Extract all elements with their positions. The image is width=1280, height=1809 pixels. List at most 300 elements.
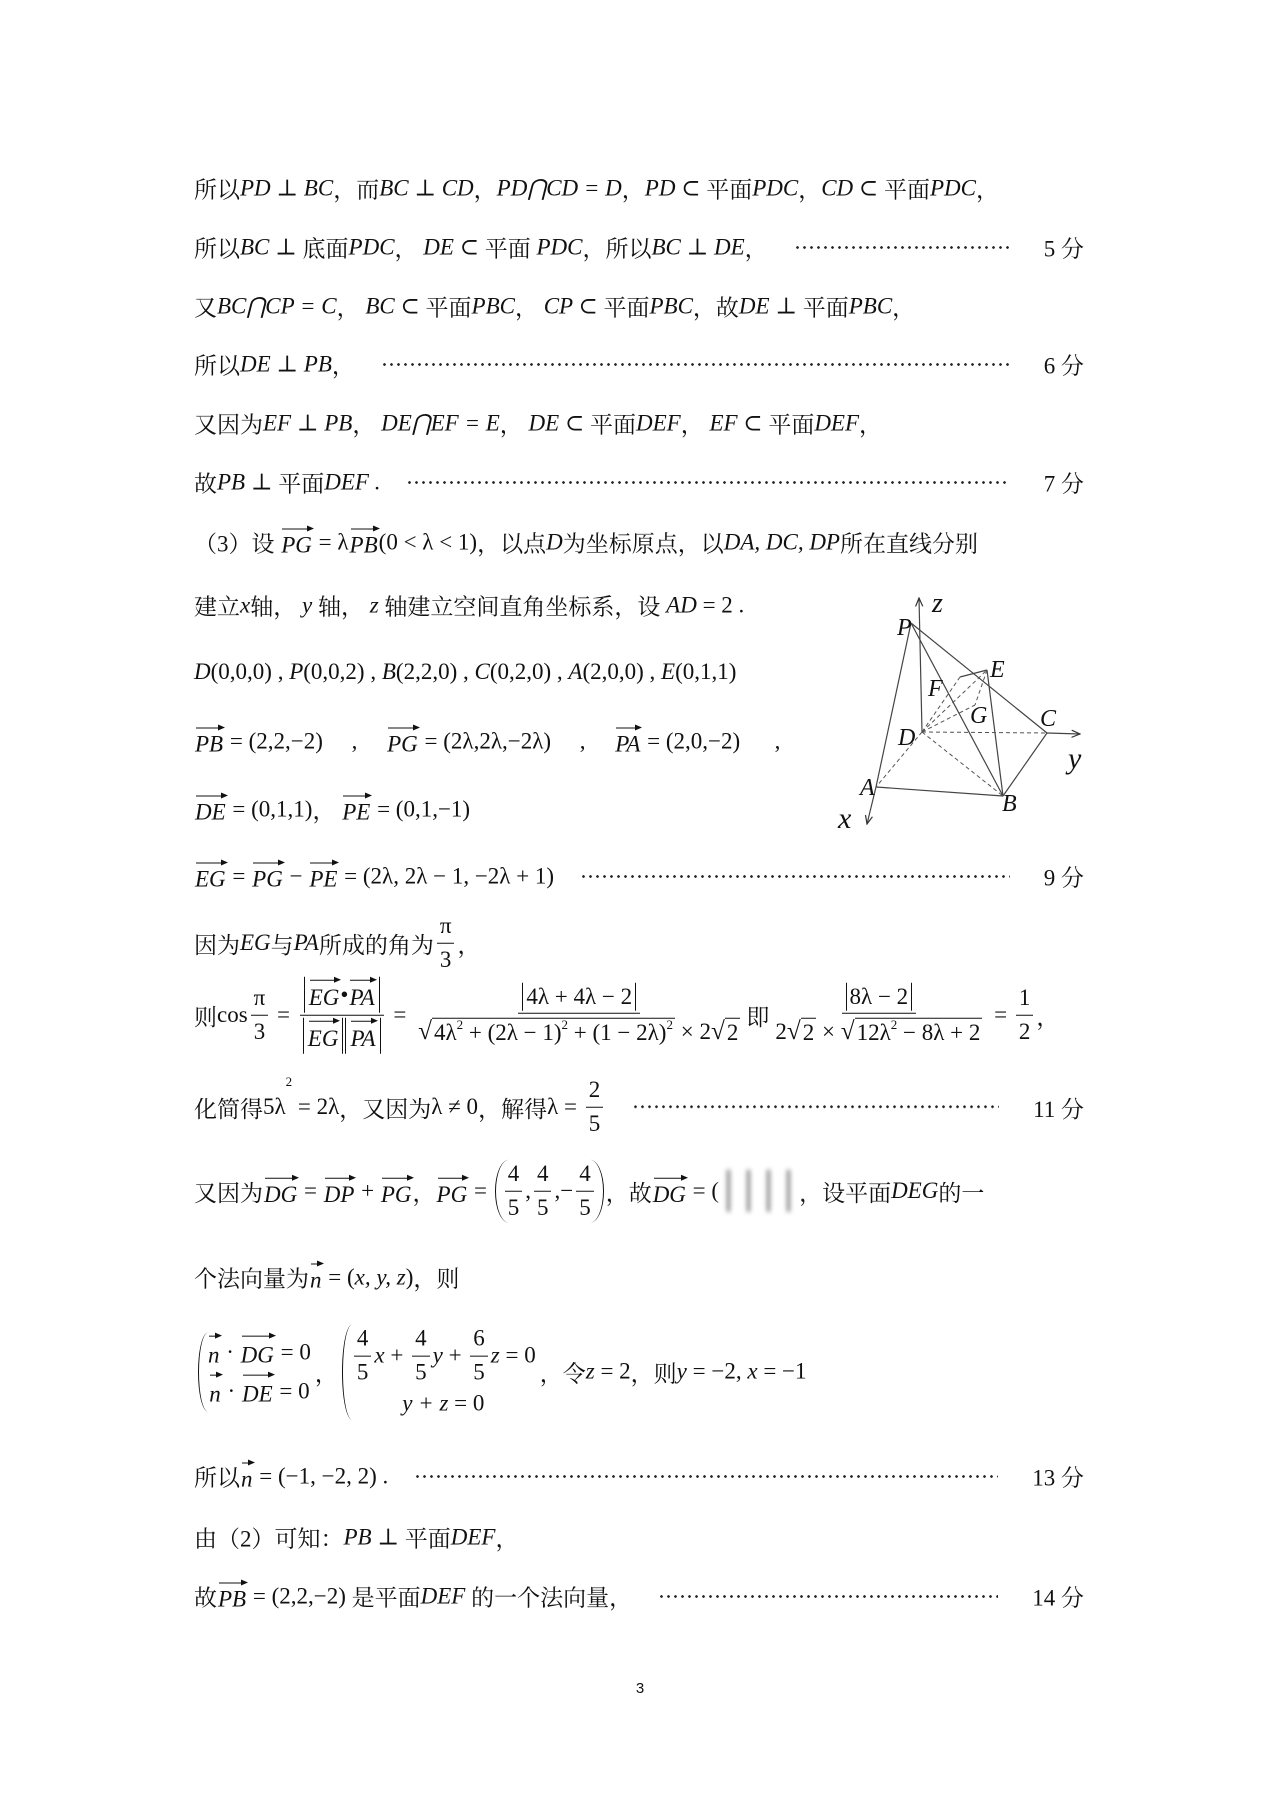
text-run: 平面: [484, 236, 537, 262]
vector-symbol: PG: [381, 1175, 412, 1208]
math-expression: 4: [415, 1325, 427, 1351]
text-run: 故: [194, 1585, 217, 1611]
math-expression: =: [226, 863, 252, 888]
radicand: [432, 1018, 675, 1048]
numerator: [251, 984, 269, 1016]
denominator: [470, 1356, 488, 1387]
math-expression: =: [387, 1002, 413, 1027]
text-line: [194, 526, 978, 559]
square-root: [787, 1016, 816, 1048]
text-run: ，: [975, 177, 999, 203]
equation-row: [351, 1325, 536, 1388]
math-expression: = 2 .: [696, 592, 745, 617]
math-expression: DEG: [891, 1178, 939, 1203]
label-P: P: [897, 615, 912, 641]
math-expression: √ 4λ: [433, 1019, 457, 1045]
numerator: [576, 1160, 594, 1192]
fraction: [470, 1325, 488, 1388]
math-expression: 4: [579, 1160, 591, 1186]
math-expression: = (2,2,−2): [247, 1583, 352, 1608]
math-expression: DE ⊥ PB: [240, 351, 332, 376]
text-run: 所以: [194, 1465, 240, 1491]
fraction: [354, 1325, 372, 1388]
text-line: [194, 1580, 1084, 1613]
text-run: 平面: [589, 412, 636, 438]
vector-symbol: PA: [349, 977, 374, 1013]
label-y: y: [1068, 742, 1082, 775]
text-run: 则: [194, 1004, 217, 1030]
text-run: 即: [746, 1004, 770, 1030]
math-expression: ,: [525, 1178, 531, 1203]
text-run: 平面: [706, 177, 753, 203]
numerator: [534, 1160, 552, 1192]
fraction: [437, 912, 455, 975]
absolute-value: [303, 1018, 344, 1054]
math-expression: ): [405, 1264, 414, 1289]
text-run: ，故: [692, 295, 739, 321]
denominator: [299, 1016, 385, 1054]
numerator: [518, 982, 640, 1014]
math-expression: λ ≠ 0: [431, 1094, 479, 1119]
text-run: 所以: [194, 177, 240, 203]
math-expression: x: [240, 592, 251, 617]
square-root: [711, 1016, 740, 1048]
math-expression: √ 12λ: [856, 1019, 891, 1045]
radicand: [855, 1018, 983, 1048]
vector-symbol: PG: [252, 860, 283, 893]
text-run: ，而: [333, 177, 380, 203]
page-number: 3: [635, 1680, 645, 1697]
text-run: 底面: [302, 236, 349, 262]
text-run: 化简得: [194, 1096, 263, 1122]
text-line: [194, 912, 480, 975]
dot-leader: [381, 362, 1010, 366]
text-line: [194, 1261, 459, 1294]
numerator: [1016, 984, 1034, 1016]
text-run: 又因为: [194, 1180, 263, 1206]
vector-symbol: DE: [195, 793, 226, 826]
vector-symbol: PG: [437, 1175, 468, 1208]
superscript: 2: [456, 1016, 464, 1032]
label-E: E: [990, 657, 1005, 683]
text-line: [194, 1325, 807, 1420]
text-line: [194, 659, 736, 685]
text-run: ，: [514, 295, 544, 321]
text-line: [194, 793, 470, 826]
edge-DC: [922, 732, 1047, 733]
text-run: ，则: [630, 1361, 677, 1387]
math-expression: DE ⊥: [738, 293, 803, 318]
text-run: ，: [394, 236, 424, 262]
equation-system: [342, 1325, 536, 1420]
text-run: 平面: [603, 295, 650, 321]
radicand: [725, 1018, 741, 1048]
math-expression: y: [432, 1342, 443, 1368]
math-expression: +: [355, 1178, 380, 1203]
math-expression: = 2: [594, 1359, 631, 1384]
denominator: [354, 1356, 372, 1387]
label-z: z: [932, 588, 943, 619]
math-expression: = 0: [499, 1342, 536, 1368]
text-run: ，: [331, 353, 355, 379]
numerator: [470, 1325, 488, 1357]
math-expression: BC ⊥ CD: [379, 175, 474, 200]
vector-symbol: DP: [324, 1175, 355, 1208]
math-expression: = (2,0,−2) ,: [641, 728, 781, 753]
fraction: [299, 977, 385, 1054]
text-run: ，: [859, 412, 883, 438]
denominator: [251, 1016, 269, 1047]
math-expression: B: [381, 659, 396, 684]
dot-leader: [406, 480, 1009, 484]
math-expression: = (: [322, 1264, 355, 1289]
numerator: [586, 1076, 604, 1108]
edge-PA: [876, 623, 911, 787]
label-D: D: [898, 725, 916, 751]
text-run: ，: [892, 295, 916, 321]
math-expression: EF ⊂: [709, 410, 769, 435]
fraction: [505, 1160, 523, 1223]
math-expression: DE⋂EF = E: [381, 410, 500, 435]
math-expression: = (2λ, 2λ − 1, −2λ + 1): [338, 863, 555, 888]
math-expression: 2: [1018, 1018, 1031, 1044]
score-points: 14 分: [1032, 1585, 1084, 1611]
math-expression: PD⋂CD = D: [496, 175, 622, 200]
math-expression: 2: [588, 1076, 601, 1102]
math-expression: +: [384, 1342, 410, 1368]
math-expression: =: [468, 1178, 493, 1203]
math-expression: BC ⊥ DE: [651, 234, 745, 259]
absolute-value: [345, 1018, 380, 1054]
superscript: 2: [666, 1016, 673, 1032]
text-run: 所以: [194, 353, 240, 379]
denominator: [772, 1014, 985, 1048]
denominator: [412, 1356, 430, 1387]
text-run: 又因为: [194, 412, 263, 438]
math-expression: z: [490, 1342, 500, 1368]
vector-symbol: n: [310, 1261, 322, 1294]
equation-row: [207, 1372, 311, 1411]
text-run: 平面: [802, 295, 849, 321]
vector-symbol: PB: [195, 725, 223, 758]
superscript: 2: [561, 1016, 569, 1032]
parenthesized-vector: [495, 1160, 604, 1223]
text-line: [194, 589, 744, 622]
text-run: 由（2）可知：: [194, 1526, 344, 1552]
math-expression: 5: [588, 1110, 601, 1136]
math-expression: PBC: [471, 293, 515, 318]
math-expression: BC ⊂: [365, 293, 426, 318]
math-expression: DA, DC, DP: [723, 529, 840, 554]
text-run: ，: [621, 177, 645, 203]
text-run: 平面: [278, 471, 325, 497]
math-expression: ,−: [554, 1178, 574, 1203]
dot-leader: [794, 245, 1010, 249]
radicand: [801, 1018, 817, 1048]
text-run: 所在直线分别: [839, 531, 978, 557]
text-run: 的一: [938, 1180, 985, 1206]
text-run: ，: [473, 177, 497, 203]
text-run: ，令: [539, 1361, 586, 1387]
text-line: [194, 172, 999, 205]
denominator: [576, 1192, 594, 1223]
vector-symbol: PE: [309, 860, 337, 893]
math-expression: PDC: [536, 234, 583, 259]
text-run: 个法向量为: [194, 1266, 309, 1292]
math-expression: P: [289, 659, 304, 684]
vector-symbol: PB: [350, 526, 378, 559]
math-expression: 4: [507, 1160, 520, 1186]
text-line: [194, 407, 882, 440]
math-expression: PDC: [929, 175, 976, 200]
absolute-value: [522, 982, 636, 1011]
math-expression: x, y, z: [354, 1264, 406, 1289]
text-run: 又: [194, 295, 217, 321]
math-expression: E: [661, 659, 676, 684]
denominator: [534, 1192, 552, 1223]
math-expression: =: [271, 1002, 296, 1027]
label-G: G: [970, 703, 988, 729]
text-line: [194, 348, 1084, 381]
edge-BC: [1003, 733, 1047, 796]
denominator: [437, 944, 455, 975]
text-run: 轴，: [250, 594, 302, 620]
math-expression: PB ⊥: [343, 1524, 405, 1549]
edge-EG: [975, 670, 987, 705]
text-run: ，故: [605, 1180, 652, 1206]
math-expression: +: [442, 1342, 468, 1368]
dot-leader: [580, 874, 1010, 878]
vector-symbol: EG: [195, 860, 226, 893]
math-expression: BC ⊥: [240, 234, 303, 259]
math-expression: PD ⊥ BC: [240, 175, 334, 200]
text-line: [194, 1073, 1084, 1139]
math-expression: A: [568, 659, 583, 684]
text-run: 是平面: [351, 1585, 421, 1611]
math-expression: = (0,1,−1): [371, 796, 471, 821]
text-run: ，以点: [477, 531, 547, 557]
absolute-value: [304, 977, 380, 1013]
math-expression: EF ⊥ PB: [263, 410, 353, 435]
text-run: 建立: [194, 594, 240, 620]
text-line: [194, 231, 1084, 264]
text-run: 所成的角为: [318, 932, 434, 958]
text-line: [194, 290, 915, 323]
numerator: [412, 1325, 430, 1357]
vector-symbol: EG: [308, 1018, 339, 1054]
text-run: ，又因为: [339, 1096, 432, 1122]
math-expression: D: [194, 659, 211, 684]
text-run: ，解得: [478, 1096, 548, 1122]
math-expression: PB ⊥: [217, 469, 279, 494]
vector-symbol: n: [209, 1372, 221, 1411]
score-points: 7 分: [1043, 471, 1084, 497]
math-expression: + (2λ − 1): [463, 1019, 562, 1045]
math-expression: 5: [473, 1359, 485, 1385]
numerator: [300, 977, 384, 1016]
math-expression: = λ: [312, 529, 349, 554]
text-run: 平面: [768, 412, 815, 438]
edge-DB: [922, 732, 1003, 796]
math-expression: (2,0,0) ,: [582, 659, 662, 684]
vector-symbol: n: [208, 1333, 220, 1372]
equation-row: [351, 1387, 536, 1419]
score-points: 9 分: [1043, 865, 1084, 891]
vector-symbol: DG: [241, 1333, 274, 1372]
vector-symbol: PG: [387, 725, 418, 758]
math-expression: λ =: [547, 1094, 583, 1119]
math-expression: − 8λ + 2: [897, 1019, 981, 1045]
text-line: [194, 725, 780, 758]
superscript: 2: [890, 1016, 898, 1032]
math-expression: = (2,2,−2) ,: [224, 728, 387, 753]
text-run: （3）设: [194, 531, 281, 557]
score-points: 13 分: [1032, 1465, 1084, 1491]
math-expression: 5: [356, 1359, 369, 1385]
math-expression: × 2: [674, 1018, 711, 1044]
math-expression: ×: [816, 1018, 841, 1044]
text-run: 故: [194, 471, 217, 497]
math-expression: DE ⊂: [528, 410, 590, 435]
label-C: C: [1040, 706, 1057, 732]
math-expression: PDC: [752, 175, 799, 200]
fraction: [251, 984, 269, 1047]
math-expression: + (1 − 2λ): [568, 1019, 667, 1045]
math-expression: 4: [536, 1160, 549, 1186]
fraction: [415, 982, 743, 1047]
y-axis: [1047, 733, 1080, 734]
math-expression: √ 2: [726, 1019, 739, 1045]
math-expression: 3: [253, 1018, 266, 1044]
z-axis: [919, 598, 922, 732]
superscript: 2: [285, 1073, 293, 1089]
text-run: ，所以: [582, 236, 652, 262]
vector-symbol: PG: [281, 526, 312, 559]
math-expression: = 0: [274, 1339, 311, 1365]
math-expression: π: [439, 912, 452, 938]
math-expression: DEF: [450, 1524, 496, 1549]
math-expression: (2,2,0) ,: [395, 659, 475, 684]
math-expression: 5: [415, 1359, 427, 1385]
math-expression: 4λ + 4λ − 2: [526, 983, 633, 1009]
text-run: ，: [336, 295, 366, 321]
math-expression: z: [585, 1359, 595, 1384]
math-expression: √ 2: [802, 1019, 815, 1045]
math-expression: = −1: [757, 1359, 807, 1384]
math-expression: π: [253, 984, 266, 1010]
square-root: [418, 1016, 675, 1048]
math-expression: 5: [536, 1194, 549, 1220]
math-expression: = (−1, −2, 2) .: [253, 1463, 389, 1488]
math-expression: = (0,1,1): [226, 796, 313, 821]
math-expression: ·: [221, 1378, 241, 1404]
math-expression: PBC: [649, 293, 693, 318]
math-expression: DE ⊂: [423, 234, 485, 259]
text-line: [194, 1460, 1084, 1493]
math-expression: 1: [1018, 984, 1031, 1010]
math-expression: (0,2,0) ,: [489, 659, 569, 684]
dot-leader: [658, 1594, 998, 1598]
math-expression: = (: [686, 1178, 720, 1203]
equation-system: [198, 1333, 311, 1411]
math-expression: =: [298, 1178, 323, 1203]
vector-symbol: PB: [218, 1580, 246, 1613]
math-expression: cos: [217, 1002, 248, 1027]
square-root: [841, 1016, 983, 1048]
pyramid-coordinate-figure: [830, 585, 1100, 845]
math-expression: EG: [240, 930, 271, 955]
dot-leader: [414, 1474, 998, 1478]
numerator: [354, 1325, 372, 1357]
math-expression: 8λ − 2: [849, 983, 909, 1009]
denominator: [586, 1108, 604, 1139]
math-expression: = 2λ: [292, 1094, 340, 1119]
text-run: ，: [680, 412, 710, 438]
math-expression: (0,0,0) ,: [210, 659, 290, 684]
fraction: [586, 1076, 604, 1139]
text-run: ，: [352, 412, 382, 438]
math-expression: PD ⊂: [644, 175, 707, 200]
text-run: 所以: [194, 236, 240, 262]
math-expression: x: [374, 1342, 385, 1368]
math-expression: 5: [507, 1194, 520, 1220]
math-expression: 2: [775, 1018, 787, 1044]
vector-symbol: DG: [264, 1175, 297, 1208]
numerator: [437, 912, 455, 944]
fraction: [576, 1160, 594, 1223]
math-expression: y: [676, 1359, 687, 1384]
text-run: ，: [1036, 1004, 1060, 1030]
score-points: 6 分: [1043, 353, 1084, 379]
math-expression: BC⋂CP = C: [217, 293, 337, 318]
text-run: 平面: [425, 295, 472, 321]
text-run: 轴建立空间直角坐标系，设: [378, 594, 667, 620]
text-line: [194, 977, 1059, 1054]
math-expression: y: [301, 592, 313, 617]
math-expression: CD ⊂: [821, 175, 884, 200]
math-expression: =: [988, 1002, 1013, 1027]
math-expression: C: [474, 659, 490, 684]
math-expression: = (2λ,2λ,−2λ) ,: [418, 728, 615, 753]
math-expression: 3: [439, 946, 452, 972]
text-run: ，: [798, 177, 822, 203]
vector-symbol: PA: [615, 725, 640, 758]
vector-symbol: DG: [653, 1175, 686, 1208]
vector-symbol: PA: [350, 1018, 375, 1054]
edge-AB: [876, 787, 1003, 796]
text-run: ，: [495, 1526, 519, 1552]
text-run: ，: [744, 236, 768, 262]
text-run: 轴，: [312, 594, 370, 620]
math-expression: 5: [579, 1194, 591, 1220]
math-expression: 4: [356, 1325, 369, 1351]
math-expression: PDC: [348, 234, 395, 259]
math-expression: AD: [666, 592, 697, 617]
math-expression: (0,0,2) ,: [303, 659, 382, 684]
equation-row: [207, 1333, 311, 1372]
absolute-value: [846, 982, 913, 1011]
label-x: x: [838, 802, 852, 835]
text-line: [194, 860, 1084, 893]
denominator: [415, 1014, 743, 1048]
text-run: ，: [457, 932, 481, 958]
math-expression: •: [340, 981, 349, 1007]
math-expression: 6: [473, 1325, 485, 1351]
text-run: 为坐标原点，以: [562, 531, 724, 557]
text-run: ，: [412, 1180, 436, 1206]
denominator: [505, 1192, 523, 1223]
math-expression: DEF: [635, 410, 681, 435]
